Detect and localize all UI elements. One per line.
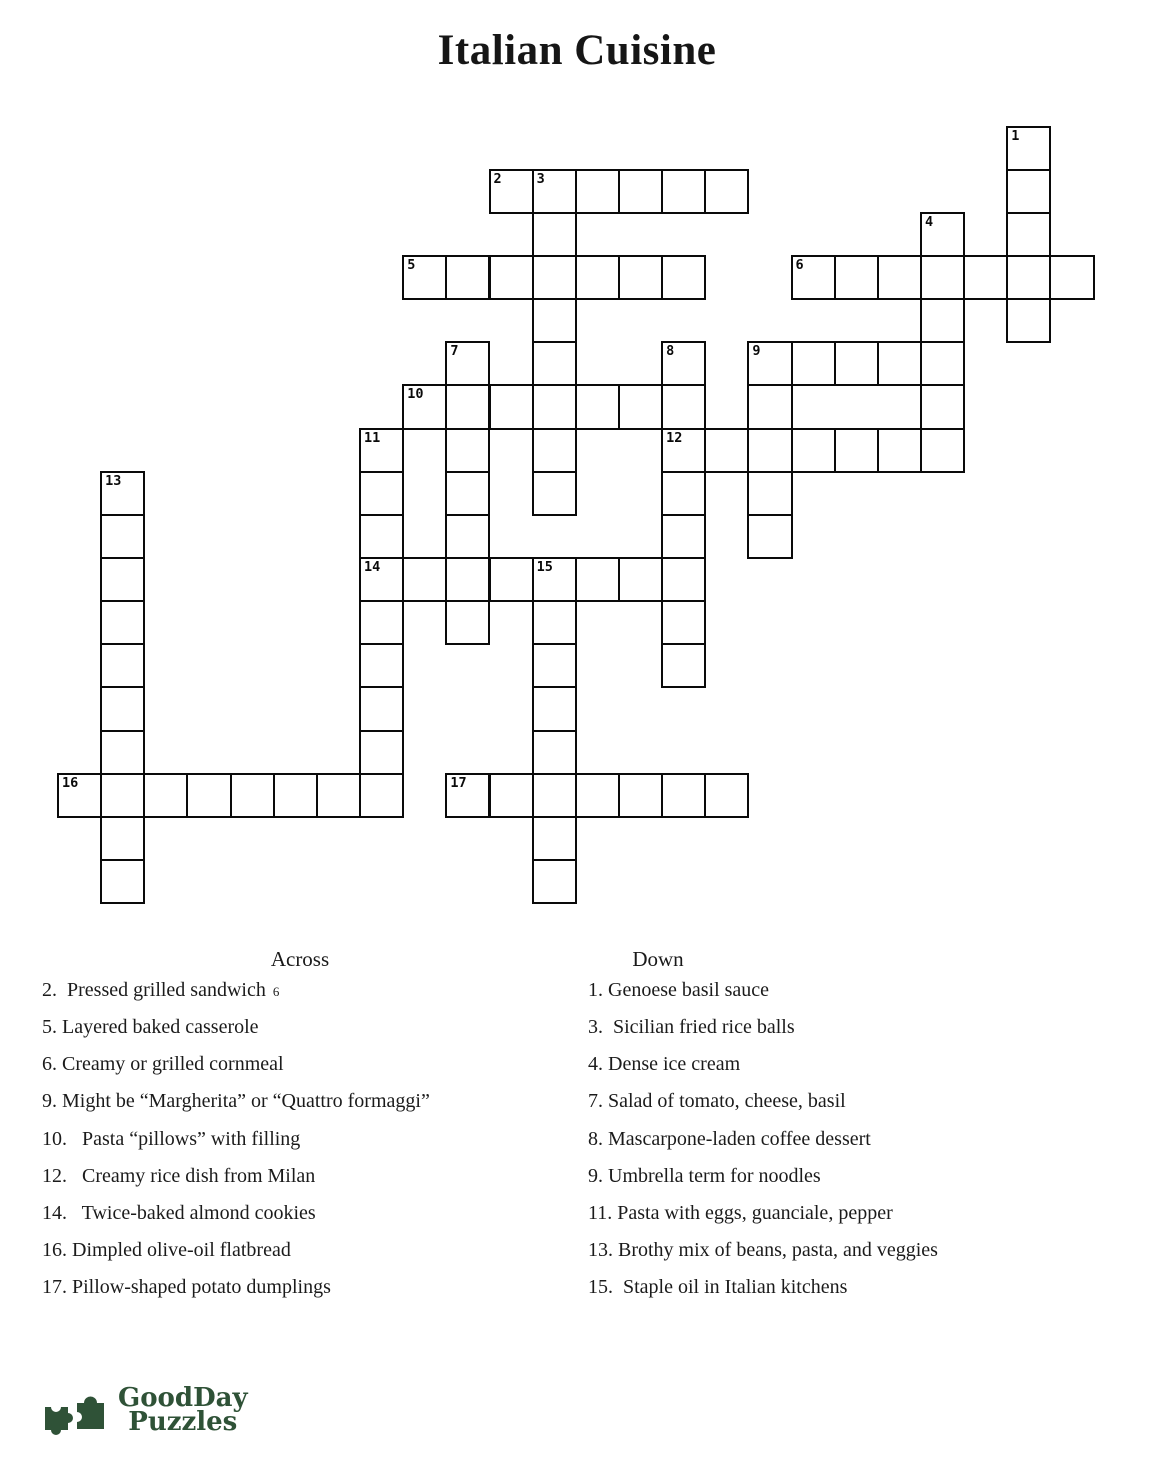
grid-cell[interactable] bbox=[532, 428, 577, 473]
clue-small-suffix: 6 bbox=[272, 983, 280, 999]
grid-cell[interactable] bbox=[661, 557, 706, 602]
grid-cell[interactable] bbox=[618, 773, 663, 818]
grid-cell[interactable] bbox=[834, 341, 879, 386]
clue-text: 7. Salad of tomato, cheese, basil bbox=[588, 1090, 846, 1113]
grid-cell[interactable] bbox=[532, 773, 577, 818]
across-clue bbox=[42, 1195, 562, 1232]
cell-number-6: 6 bbox=[795, 256, 804, 273]
grid-cell[interactable] bbox=[661, 384, 706, 429]
grid-cell[interactable] bbox=[532, 471, 577, 516]
grid-cell[interactable] bbox=[618, 169, 663, 214]
grid-cell[interactable] bbox=[100, 686, 145, 731]
down-clue-list bbox=[588, 972, 1148, 1306]
cell-number-15: 15 bbox=[536, 559, 553, 575]
grid-cell[interactable] bbox=[100, 557, 145, 602]
clue-text: 9. Umbrella term for noodles bbox=[588, 1164, 821, 1187]
grid-cell[interactable] bbox=[877, 341, 922, 386]
down-clue bbox=[588, 972, 1148, 1009]
across-header: Across bbox=[270, 947, 330, 971]
grid-cell[interactable] bbox=[402, 557, 447, 602]
grid-cell[interactable] bbox=[618, 255, 663, 300]
across-clue bbox=[42, 1158, 562, 1195]
grid-cell[interactable] bbox=[100, 730, 145, 775]
cell-number-2: 2 bbox=[493, 170, 502, 187]
across-clues-column bbox=[42, 946, 562, 1306]
grid-cell[interactable] bbox=[747, 384, 792, 429]
grid-cell[interactable] bbox=[445, 600, 490, 645]
grid-cell[interactable] bbox=[661, 514, 706, 559]
grid-cell[interactable] bbox=[1006, 212, 1051, 257]
grid-cell[interactable] bbox=[445, 471, 490, 516]
grid-cell[interactable] bbox=[661, 643, 706, 688]
down-clue bbox=[588, 1232, 1148, 1269]
grid-cell[interactable] bbox=[661, 773, 706, 818]
cell-number-12: 12 bbox=[666, 429, 683, 446]
grid-cell[interactable] bbox=[489, 384, 534, 429]
across-clue bbox=[42, 1269, 562, 1306]
grid-cell[interactable] bbox=[489, 773, 534, 818]
cell-number-13: 13 bbox=[105, 472, 122, 489]
cell-number-1: 1 bbox=[1011, 127, 1020, 144]
across-clue bbox=[42, 1083, 562, 1120]
grid-cell[interactable] bbox=[143, 773, 188, 818]
grid-cell[interactable] bbox=[532, 859, 577, 904]
grid-cell[interactable] bbox=[575, 557, 620, 602]
grid-cell[interactable] bbox=[100, 859, 145, 904]
grid-cell[interactable] bbox=[661, 169, 706, 214]
grid-cell[interactable] bbox=[273, 773, 318, 818]
grid-cell[interactable] bbox=[1006, 298, 1051, 343]
grid-cell[interactable] bbox=[704, 169, 749, 214]
down-clue bbox=[588, 1158, 1148, 1195]
cell-number-9: 9 bbox=[752, 343, 761, 360]
grid-cell[interactable] bbox=[359, 514, 404, 559]
grid-cell[interactable] bbox=[575, 255, 620, 300]
down-clue bbox=[588, 1046, 1148, 1083]
down-clue bbox=[588, 1083, 1148, 1120]
clue-text: 4. Dense ice cream bbox=[588, 1053, 741, 1076]
goodday-puzzles-logo bbox=[44, 1383, 248, 1446]
logo-text bbox=[118, 1383, 248, 1437]
grid-cell[interactable] bbox=[1006, 255, 1051, 300]
cell-number-7: 7 bbox=[450, 343, 459, 360]
grid-cell[interactable] bbox=[747, 471, 792, 516]
grid-cell[interactable] bbox=[489, 255, 534, 300]
clue-text: 2. Pressed grilled sandwich bbox=[42, 979, 266, 1002]
grid-cell[interactable] bbox=[532, 686, 577, 731]
cell-number-10: 10 bbox=[407, 386, 424, 403]
grid-cell[interactable] bbox=[359, 686, 404, 731]
clue-text: 8. Mascarpone-laden coffee dessert bbox=[588, 1127, 871, 1150]
clue-text: 9. Might be “Margherita” or “Quattro formaggi” bbox=[42, 1090, 430, 1113]
clue-text: 12. Creamy rice dish from Milan bbox=[42, 1164, 316, 1187]
grid-cell[interactable] bbox=[575, 384, 620, 429]
cell-number-5: 5 bbox=[407, 256, 416, 273]
grid-cell[interactable] bbox=[100, 514, 145, 559]
cell-number-3: 3 bbox=[536, 170, 545, 187]
grid-cell[interactable] bbox=[359, 773, 404, 818]
grid-cell[interactable] bbox=[532, 600, 577, 645]
grid-cell[interactable] bbox=[532, 384, 577, 429]
down-clue bbox=[588, 1195, 1148, 1232]
cell-number-16: 16 bbox=[62, 774, 79, 791]
grid-cell[interactable] bbox=[920, 384, 965, 429]
grid-cell[interactable] bbox=[575, 773, 620, 818]
grid-cell[interactable] bbox=[834, 428, 879, 473]
grid-cell[interactable] bbox=[661, 600, 706, 645]
clue-text: 3. Sicilian fried rice balls bbox=[588, 1016, 795, 1039]
cell-number-8: 8 bbox=[666, 343, 675, 360]
across-clue bbox=[42, 1046, 562, 1083]
grid-cell[interactable] bbox=[618, 384, 663, 429]
across-clue bbox=[42, 1121, 562, 1158]
grid-cell[interactable] bbox=[575, 169, 620, 214]
down-clue bbox=[588, 1269, 1148, 1306]
grid-cell[interactable] bbox=[489, 557, 534, 602]
grid-cell[interactable] bbox=[100, 643, 145, 688]
clue-text: 15. Staple oil in Italian kitchens bbox=[588, 1276, 848, 1299]
grid-cell[interactable] bbox=[1006, 169, 1051, 214]
across-clue bbox=[42, 1009, 562, 1046]
grid-cell[interactable] bbox=[532, 298, 577, 343]
clue-text: 6. Creamy or grilled cornmeal bbox=[42, 1053, 284, 1076]
down-clue bbox=[588, 1009, 1148, 1046]
grid-cell[interactable] bbox=[445, 255, 490, 300]
grid-cell[interactable] bbox=[100, 600, 145, 645]
cell-number-4: 4 bbox=[925, 213, 934, 230]
cell-number-11: 11 bbox=[364, 429, 381, 446]
clue-text: 14. Twice-baked almond cookies bbox=[42, 1201, 316, 1224]
cell-number-14: 14 bbox=[364, 559, 381, 575]
grid-cell[interactable] bbox=[661, 255, 706, 300]
grid-cell[interactable] bbox=[704, 428, 749, 473]
grid-cell[interactable] bbox=[532, 255, 577, 300]
grid-cell[interactable] bbox=[532, 341, 577, 386]
grid-cell[interactable] bbox=[704, 773, 749, 818]
grid-cell[interactable] bbox=[877, 255, 922, 300]
grid-cell[interactable] bbox=[791, 341, 836, 386]
grid-cell[interactable] bbox=[834, 255, 879, 300]
grid-cell[interactable] bbox=[532, 816, 577, 861]
grid-cell[interactable] bbox=[532, 730, 577, 775]
grid-cell[interactable] bbox=[100, 816, 145, 861]
grid-cell[interactable] bbox=[920, 341, 965, 386]
down-clues-column bbox=[588, 946, 1148, 1306]
grid-cell[interactable] bbox=[359, 643, 404, 688]
grid-cell[interactable] bbox=[445, 428, 490, 473]
grid-cell[interactable] bbox=[747, 514, 792, 559]
logo-line1: GoodDay bbox=[118, 1383, 248, 1413]
grid-cell[interactable] bbox=[1049, 255, 1094, 300]
clue-text: 16. Dimpled olive-oil flatbread bbox=[42, 1239, 291, 1262]
clue-text: 17. Pillow-shaped potato dumplings bbox=[42, 1276, 331, 1299]
logo-line2: Puzzles bbox=[128, 1407, 238, 1437]
grid-cell[interactable] bbox=[661, 471, 706, 516]
grid-cell[interactable] bbox=[877, 428, 922, 473]
grid-cell[interactable] bbox=[747, 428, 792, 473]
down-header: Down bbox=[632, 947, 684, 971]
clue-text: 10. Pasta “pillows” with filling bbox=[42, 1127, 301, 1150]
grid-cell[interactable] bbox=[359, 730, 404, 775]
grid-cell[interactable] bbox=[316, 773, 361, 818]
across-clue-list bbox=[42, 972, 562, 1306]
grid-cell[interactable] bbox=[791, 428, 836, 473]
clue-text: 1. Genoese basil sauce bbox=[588, 979, 770, 1002]
grid-cell[interactable] bbox=[445, 514, 490, 559]
grid-cell[interactable] bbox=[230, 773, 275, 818]
grid-cell[interactable] bbox=[963, 255, 1008, 300]
grid-cell[interactable] bbox=[445, 557, 490, 602]
grid-cell[interactable] bbox=[920, 255, 965, 300]
puzzle-title: Italian Cuisine bbox=[437, 27, 717, 74]
grid-cell[interactable] bbox=[359, 600, 404, 645]
grid-cell[interactable] bbox=[100, 773, 145, 818]
grid-cell[interactable] bbox=[618, 557, 663, 602]
grid-cell[interactable] bbox=[920, 298, 965, 343]
grid-cell[interactable] bbox=[920, 428, 965, 473]
clue-text: 11. Pasta with eggs, guanciale, pepper bbox=[588, 1201, 893, 1224]
clue-text: 13. Brothy mix of beans, pasta, and veggies bbox=[588, 1239, 938, 1262]
down-clue bbox=[588, 1121, 1148, 1158]
grid-cell[interactable] bbox=[445, 384, 490, 429]
across-clue bbox=[42, 972, 562, 1009]
grid-cell[interactable] bbox=[359, 471, 404, 516]
grid-cell[interactable] bbox=[532, 643, 577, 688]
puzzle-pieces-icon bbox=[44, 1390, 110, 1442]
grid-cell[interactable] bbox=[186, 773, 231, 818]
grid-cell[interactable] bbox=[532, 212, 577, 257]
across-clue bbox=[42, 1232, 562, 1269]
clue-text: 5. Layered baked casserole bbox=[42, 1016, 259, 1039]
cell-number-17: 17 bbox=[450, 774, 467, 791]
